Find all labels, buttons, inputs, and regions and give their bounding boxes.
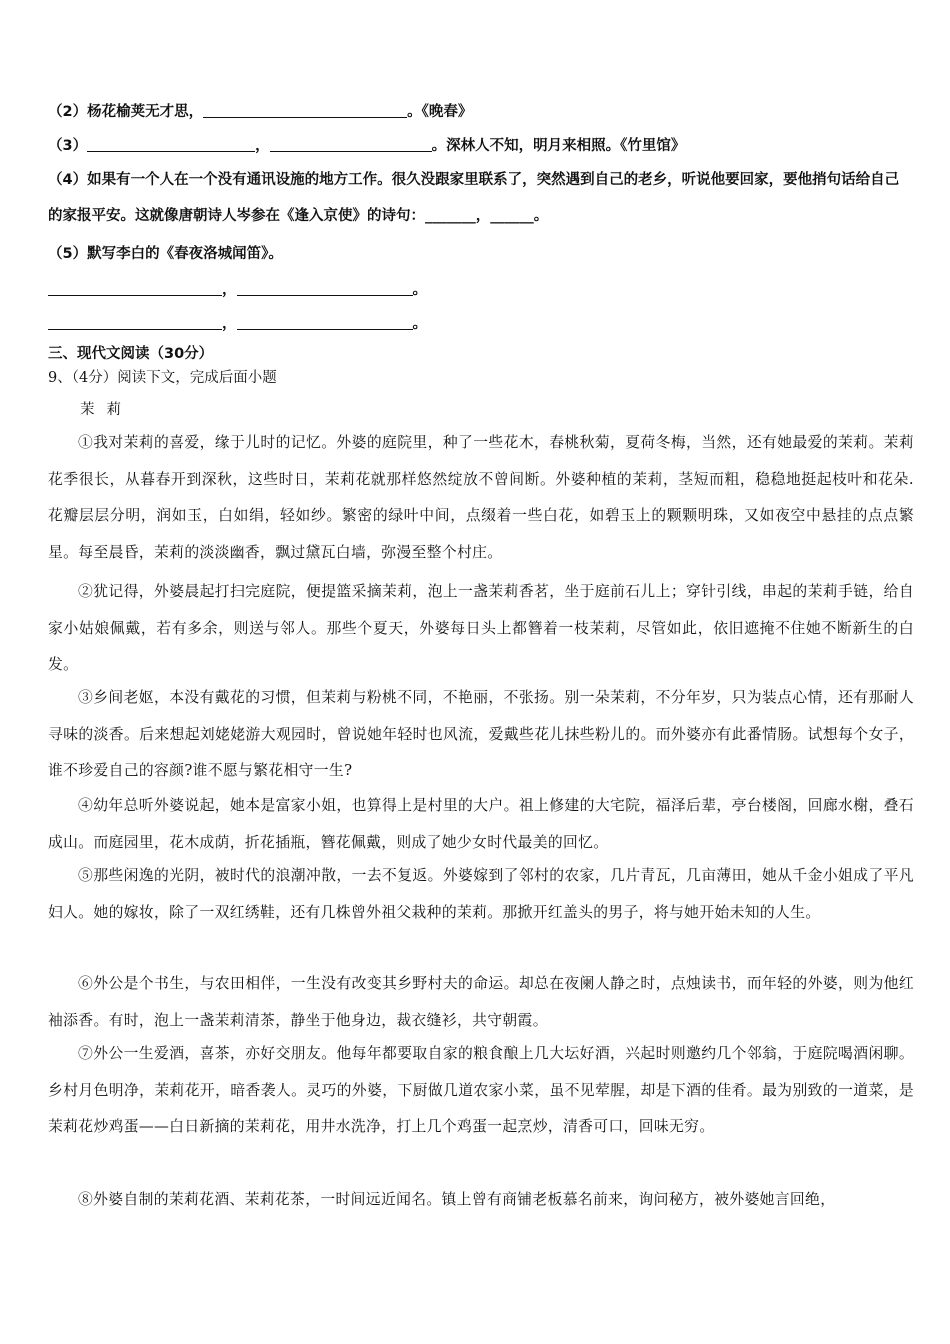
answer-blank[interactable]	[270, 135, 432, 152]
question-9-prompt: 9、（4分）阅读下文，完成后面小题	[48, 370, 277, 386]
question-4: （4）如果有一个人在一个没有通讯设施的地方工作。很久没跟家里联系了，突然遇到自己的老乡，听说他要回家，要他捎句话给自己的家报平安。这就像唐朝诗人岑参在《逢入京使》的诗句：_______，______。	[48, 172, 900, 224]
passage-paragraph: ①我对茉莉的喜爱，缘于儿时的记忆。外婆的庭院里，种了一些花木，春桃秋菊，夏荷冬梅，当然，还有她最爱的茉莉。茉莉花季很长，从暮春开到深秋，这些时日，茉莉花就那样悠然绽放不曾间断。外婆种植的茉莉，茎短而粗，稳稳地挺起枝叶和花朵.花瓣层层分明，润如玉，白如绢，轻如纱。繁密的绿叶中间，点缀着一些白花，如碧玉上的颗颗明珠，又如夜空中悬挂的点点繁星。每至晨昏，茉莉的淡淡幽香，飘过黛瓦白墙，弥漫至整个村庄。	[48, 434, 914, 561]
question-5: （5）默写李白的《春夜洛城闻笛》。	[48, 246, 283, 262]
poem-line-1: ， 。	[48, 272, 910, 308]
answer-blank[interactable]	[237, 279, 413, 296]
answer-blank[interactable]	[48, 313, 222, 330]
question-3: （3） ， 。深林人不知，明月来相照。《竹里馆》	[48, 128, 910, 164]
passage-paragraph: ②犹记得，外婆晨起打扫完庭院，便提篮采摘茉莉，泡上一盏茉莉香茗，坐于庭前石儿上；穿针引线，串起的茉莉手链，给自家小姑娘佩戴，若有多余，则送与邻人。那些个夏天，外婆每日头上都簪着一枝茉莉，尽管如此，依旧遮掩不住她不断新生的白发。	[48, 583, 914, 673]
answer-blank[interactable]: ______	[490, 208, 534, 224]
passage-title: 茉莉	[80, 402, 133, 418]
passage-paragraph: ⑦外公一生爱酒，喜茶，亦好交朋友。他每年都要取自家的粮食酿上几大坛好酒，兴起时则邀约几个邻翁，于庭院喝酒闲聊。乡村月色明净，茉莉花开，暗香袭人。灵巧的外婆，下厨做几道农家小菜，虽不见荤腥，却是下酒的佳肴。最为别致的一道菜，是茉莉花炒鸡蛋——白日新摘的茉莉花，用井水洗净，打上几个鸡蛋一起烹炒，清香可口，回味无穷。	[48, 1045, 914, 1135]
answer-blank[interactable]	[237, 313, 413, 330]
passage-paragraph: ④幼年总听外婆说起，她本是富家小姐，也算得上是村里的大户。祖上修建的大宅院，福泽后辈，亭台楼阁，回廊水榭，叠石成山。而庭园里，花木成荫，折花插瓶，簪花佩戴，则成了她少女时代最美的回忆。	[48, 797, 914, 851]
question-2: （2）杨花榆荚无才思， 。《晚春》	[48, 94, 910, 130]
passage-paragraph: ⑥外公是个书生，与农田相伴，一生没有改变其乡野村夫的命运。却总在夜阑人静之时，点烛读书，而年轻的外婆，则为他红袖添香。有时，泡上一盏茉莉清茶，静坐于他身边，裁衣缝衫，共守朝霞。	[48, 975, 914, 1029]
poem-line-2: ， 。	[48, 306, 910, 342]
answer-blank[interactable]: _______	[425, 208, 476, 224]
passage-paragraph: ⑧外婆自制的茉莉花酒、茉莉花茶，一时间远近闻名。镇上曾有商铺老板慕名前来，询问秘方，被外婆她言回绝，	[78, 1191, 836, 1208]
section-heading: 三、现代文阅读（30分）	[48, 346, 214, 362]
answer-blank[interactable]	[48, 279, 222, 296]
answer-blank[interactable]	[203, 101, 407, 118]
passage-paragraph: ③乡间老妪，本没有戴花的习惯，但茉莉与粉桃不同，不艳丽，不张扬。别一朵茉莉，不分年岁，只为装点心情，还有那耐人寻味的淡香。后来想起刘姥姥游大观园时，曾说她年轻时也风流，爱戴些花儿抹些粉儿的。而外婆亦有此番情肠。试想每个女子，谁不珍爱自己的容颜?谁不愿与繁花相守一生?	[48, 689, 914, 779]
passage-paragraph: ⑤那些闲逸的光阴，被时代的浪潮冲散，一去不复返。外婆嫁到了邻村的农家，几片青瓦，几亩薄田，她从千金小姐成了平凡妇人。她的嫁妆，除了一双红绣鞋，还有几株曾外祖父栽种的茉莉。那掀开红盖头的男子，将与她开始未知的人生。	[48, 867, 914, 921]
answer-blank[interactable]	[87, 135, 255, 152]
